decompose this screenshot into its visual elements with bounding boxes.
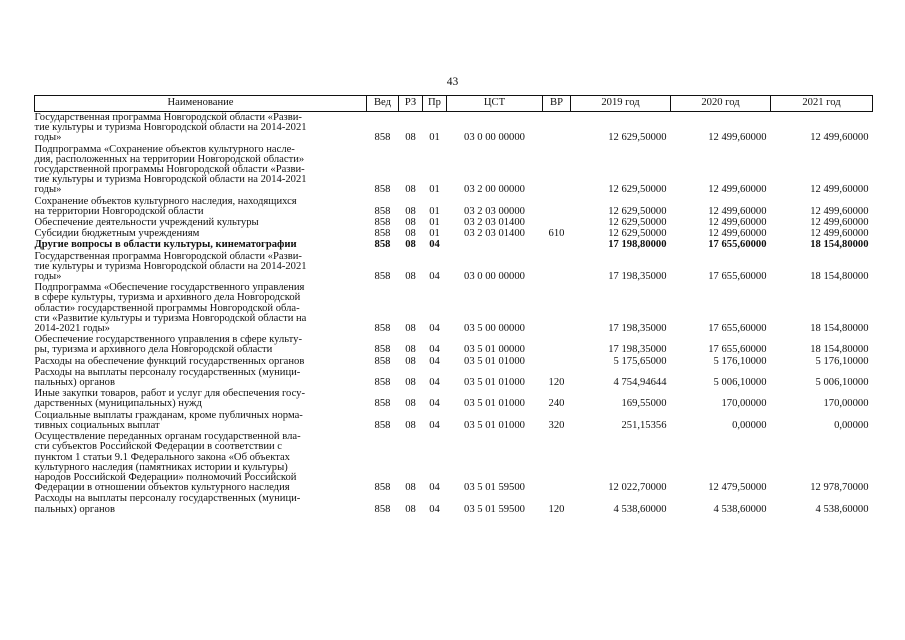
cell-vr: 120 bbox=[548, 503, 565, 515]
cell-name-line: Обеспечение государственного управления в сфере культу- bbox=[34, 334, 302, 346]
cell-name-line: на территории Новгородской области bbox=[34, 205, 204, 217]
cell-name-line: области» государственной программы Новгородской обла- bbox=[34, 302, 300, 314]
cell-pr: 01 bbox=[429, 184, 440, 196]
header-2021: 2021 год bbox=[771, 96, 873, 112]
cell-2019: 17 198,35000 bbox=[608, 271, 667, 283]
cell-ved: 858 bbox=[374, 482, 391, 494]
cell-vr: 610 bbox=[548, 228, 565, 240]
table-row bbox=[35, 239, 873, 250]
cell-2019: 5 175,65000 bbox=[613, 355, 667, 367]
table-row bbox=[35, 228, 873, 239]
cell-vr: 120 bbox=[548, 377, 565, 389]
table-row bbox=[35, 144, 873, 196]
cell-vr bbox=[543, 251, 571, 283]
cell-name-line: народов Российской Федерации» полномочий Российской bbox=[34, 471, 297, 483]
cell-rz: 08 bbox=[405, 323, 416, 335]
cell-cst: 03 2 03 00000 bbox=[464, 205, 525, 217]
table-row bbox=[35, 112, 873, 144]
cell-2019: 12 629,50000 bbox=[608, 228, 667, 240]
cell-name-line: культурного наследия (памятниках истории и культуры) bbox=[34, 461, 288, 473]
cell-2020: 0,00000 bbox=[732, 419, 767, 431]
cell-2019: 169,55000 bbox=[621, 398, 667, 410]
cell-2021: 12 499,60000 bbox=[810, 217, 869, 229]
cell-2021: 12 978,70000 bbox=[810, 482, 869, 494]
cell-ved: 858 bbox=[374, 398, 391, 410]
cell-pr: 04 bbox=[429, 419, 440, 431]
cell-2020: 12 479,50000 bbox=[708, 482, 767, 494]
cell-2021: 5 176,10000 bbox=[815, 355, 869, 367]
cell-2020: 12 499,60000 bbox=[708, 228, 767, 240]
cell-name-line: Субсидии бюджетным учреждениям bbox=[34, 228, 200, 240]
cell-2020: 12 499,60000 bbox=[708, 205, 767, 217]
cell-name bbox=[35, 239, 367, 250]
cell-name-line: 2014-2021 годы» bbox=[34, 323, 110, 335]
table-row bbox=[35, 251, 873, 283]
cell-cst: 03 5 01 01000 bbox=[464, 398, 525, 410]
cell-name-line: годы» bbox=[34, 271, 62, 283]
header-vr: ВР bbox=[543, 96, 571, 112]
cell-name bbox=[35, 356, 367, 367]
table-row bbox=[35, 493, 873, 514]
cell-pr: 01 bbox=[429, 217, 440, 229]
cell-rz: 08 bbox=[405, 271, 416, 283]
cell-name-line: Расходы на выплаты персоналу государственных (муници- bbox=[34, 366, 301, 378]
budget-table bbox=[34, 95, 873, 515]
cell-vr: 320 bbox=[548, 419, 565, 431]
header-ved: Вед bbox=[367, 96, 399, 112]
cell-2021: 5 006,10000 bbox=[815, 377, 869, 389]
header-pr: Пр bbox=[423, 96, 447, 112]
header-rz: РЗ bbox=[399, 96, 423, 112]
cell-vr bbox=[543, 217, 571, 228]
cell-name-line: Расходы на обеспечение функций государственных органов bbox=[34, 355, 305, 367]
cell-cst bbox=[447, 239, 543, 250]
cell-pr: 01 bbox=[429, 132, 440, 144]
cell-vr bbox=[543, 334, 571, 355]
cell-name-line: дарственных (муниципальных) нужд bbox=[34, 398, 202, 410]
cell-rz: 08 bbox=[405, 217, 416, 229]
cell-name-line: ры, туризма и архивного дела Новгородской области bbox=[34, 344, 273, 356]
cell-rz: 08 bbox=[405, 355, 416, 367]
cell-cst: 03 5 01 59500 bbox=[464, 482, 525, 494]
page-number: 43 bbox=[446, 76, 459, 88]
table-row bbox=[35, 282, 873, 334]
cell-pr: 04 bbox=[429, 355, 440, 367]
cell-cst: 03 0 00 00000 bbox=[464, 271, 525, 283]
cell-name bbox=[35, 112, 367, 144]
cell-ved: 858 bbox=[374, 503, 391, 515]
cell-2020: 17 655,60000 bbox=[708, 344, 767, 356]
cell-name-line: Осуществление переданных органам государственной вла- bbox=[34, 431, 301, 443]
cell-cst: 03 2 03 01400 bbox=[464, 228, 525, 240]
cell-name-line: Иные закупки товаров, работ и услуг для обеспечения госу- bbox=[34, 388, 306, 400]
cell-name-line: тие культуры и туризма Новгородской области на 2014-2021 bbox=[34, 260, 307, 272]
cell-name bbox=[35, 431, 367, 493]
cell-rz: 08 bbox=[405, 239, 416, 251]
cell-cst: 03 5 01 01000 bbox=[464, 355, 525, 367]
cell-cst: 03 2 03 01400 bbox=[464, 217, 525, 229]
cell-ved: 858 bbox=[374, 217, 391, 229]
cell-vr bbox=[543, 239, 571, 250]
cell-name bbox=[35, 282, 367, 334]
cell-name-line: Другие вопросы в области культуры, кинематографии bbox=[34, 239, 297, 251]
cell-rz: 08 bbox=[405, 184, 416, 196]
cell-pr: 01 bbox=[429, 205, 440, 217]
cell-name-line: Обеспечение деятельности учреждений культуры bbox=[34, 217, 259, 229]
cell-rz: 08 bbox=[405, 377, 416, 389]
cell-name-line: Подпрограмма «Сохранение объектов культурного насле- bbox=[34, 143, 295, 155]
cell-name bbox=[35, 493, 367, 514]
cell-name bbox=[35, 388, 367, 409]
cell-name-line: Государственная программа Новгородской области «Разви- bbox=[34, 250, 302, 262]
cell-ved: 858 bbox=[374, 228, 391, 240]
header-2019: 2019 год bbox=[571, 96, 671, 112]
cell-2019: 12 629,50000 bbox=[608, 184, 667, 196]
cell-2020: 17 655,60000 bbox=[708, 271, 767, 283]
cell-name-line: пальных) органов bbox=[34, 377, 115, 389]
cell-name-line: государственной программы Новгородской области «Разви- bbox=[34, 164, 305, 176]
cell-ved: 858 bbox=[374, 205, 391, 217]
cell-rz: 08 bbox=[405, 344, 416, 356]
cell-ved: 858 bbox=[374, 271, 391, 283]
cell-2019: 12 629,50000 bbox=[608, 217, 667, 229]
cell-ved: 858 bbox=[374, 355, 391, 367]
header-name: Наименование bbox=[35, 96, 367, 112]
cell-2019: 17 198,35000 bbox=[608, 323, 667, 335]
cell-rz: 08 bbox=[405, 398, 416, 410]
cell-2021: 4 538,60000 bbox=[815, 503, 869, 515]
cell-vr bbox=[543, 356, 571, 367]
cell-2021: 18 154,80000 bbox=[810, 344, 869, 356]
cell-name-line: тие культуры и туризма Новгородской области на 2014-2021 bbox=[34, 122, 307, 134]
cell-2021: 12 499,60000 bbox=[810, 132, 869, 144]
cell-name-line: годы» bbox=[34, 184, 62, 196]
cell-rz: 08 bbox=[405, 228, 416, 240]
cell-2021: 0,00000 bbox=[834, 419, 869, 431]
cell-2021: 18 154,80000 bbox=[810, 239, 869, 251]
table-header-row bbox=[35, 96, 873, 112]
cell-ved: 858 bbox=[374, 184, 391, 196]
cell-2019: 12 022,70000 bbox=[608, 482, 667, 494]
cell-rz: 08 bbox=[405, 419, 416, 431]
cell-2019: 251,15356 bbox=[621, 419, 667, 431]
cell-vr bbox=[543, 112, 571, 144]
cell-vr: 240 bbox=[548, 398, 565, 410]
cell-name-line: Подпрограмма «Обеспечение государственного управления bbox=[34, 282, 305, 294]
cell-name-line: пунктом 1 статьи 9.1 Федерального закона «Об объектах bbox=[34, 451, 290, 463]
cell-name bbox=[35, 228, 367, 239]
cell-2021: 12 499,60000 bbox=[810, 184, 869, 196]
cell-2021: 18 154,80000 bbox=[810, 323, 869, 335]
cell-name-line: Сохранение объектов культурного наследия, находящихся bbox=[34, 195, 297, 207]
cell-pr: 04 bbox=[429, 377, 440, 389]
cell-2019: 12 629,50000 bbox=[608, 205, 667, 217]
table-row bbox=[35, 196, 873, 217]
cell-vr bbox=[543, 196, 571, 217]
table-row bbox=[35, 410, 873, 431]
cell-cst: 03 0 00 00000 bbox=[464, 132, 525, 144]
cell-name-line: тие культуры и туризма Новгородской области на 2014-2021 bbox=[34, 174, 307, 186]
table-row bbox=[35, 334, 873, 355]
cell-2019: 17 198,35000 bbox=[608, 344, 667, 356]
cell-name bbox=[35, 217, 367, 228]
cell-cst: 03 5 01 01000 bbox=[464, 419, 525, 431]
cell-pr: 01 bbox=[429, 228, 440, 240]
table-row bbox=[35, 367, 873, 388]
cell-cst: 03 5 01 00000 bbox=[464, 344, 525, 356]
table-body bbox=[35, 112, 873, 515]
cell-ved: 858 bbox=[374, 377, 391, 389]
cell-name bbox=[35, 251, 367, 283]
cell-cst: 03 2 00 00000 bbox=[464, 184, 525, 196]
cell-2020: 12 499,60000 bbox=[708, 184, 767, 196]
table-row bbox=[35, 388, 873, 409]
cell-pr: 04 bbox=[429, 239, 440, 251]
cell-name-line: Расходы на выплаты персоналу государственных (муници- bbox=[34, 493, 301, 505]
cell-2019: 17 198,80000 bbox=[608, 239, 667, 251]
cell-cst: 03 5 01 59500 bbox=[464, 503, 525, 515]
header-2020: 2020 год bbox=[671, 96, 771, 112]
cell-vr bbox=[543, 282, 571, 334]
cell-2020: 5 176,10000 bbox=[713, 355, 767, 367]
cell-name-line: тивных социальных выплат bbox=[34, 419, 160, 431]
cell-name-line: пальных) органов bbox=[34, 503, 115, 515]
cell-name-line: дия, расположенных на территории Новгородской области» bbox=[34, 153, 305, 165]
cell-pr: 04 bbox=[429, 323, 440, 335]
cell-name-line: годы» bbox=[34, 132, 62, 144]
cell-pr: 04 bbox=[429, 482, 440, 494]
table-row bbox=[35, 356, 873, 367]
cell-2019: 4 538,60000 bbox=[613, 503, 667, 515]
cell-name bbox=[35, 144, 367, 196]
cell-name-line: Государственная программа Новгородской области «Разви- bbox=[34, 112, 302, 123]
header-cst: ЦСТ bbox=[447, 96, 543, 112]
table-row bbox=[35, 217, 873, 228]
cell-name-line: сти субъектов Российской Федерации в соответствии с bbox=[34, 441, 283, 453]
cell-2020: 4 538,60000 bbox=[713, 503, 767, 515]
cell-ved: 858 bbox=[374, 239, 391, 251]
cell-2020: 17 655,60000 bbox=[708, 323, 767, 335]
cell-name bbox=[35, 196, 367, 217]
cell-2021: 12 499,60000 bbox=[810, 228, 869, 240]
cell-2020: 170,00000 bbox=[721, 398, 767, 410]
cell-2020: 12 499,60000 bbox=[708, 132, 767, 144]
cell-rz: 08 bbox=[405, 205, 416, 217]
cell-pr: 04 bbox=[429, 398, 440, 410]
cell-ved: 858 bbox=[374, 419, 391, 431]
cell-2021: 12 499,60000 bbox=[810, 205, 869, 217]
cell-ved: 858 bbox=[374, 323, 391, 335]
cell-2020: 17 655,60000 bbox=[708, 239, 767, 251]
cell-name-line: сти «Развитие культуры и туризма Новгородской области на bbox=[34, 312, 307, 324]
cell-rz: 08 bbox=[405, 482, 416, 494]
cell-pr: 04 bbox=[429, 344, 440, 356]
cell-vr bbox=[543, 431, 571, 493]
cell-name-line: Социальные выплаты гражданам, кроме публичных норма- bbox=[34, 409, 303, 421]
cell-2019: 4 754,94644 bbox=[613, 377, 667, 389]
cell-rz: 08 bbox=[405, 132, 416, 144]
cell-2021: 170,00000 bbox=[823, 398, 869, 410]
cell-2020: 5 006,10000 bbox=[713, 377, 767, 389]
cell-cst: 03 5 00 00000 bbox=[464, 323, 525, 335]
cell-2019: 12 629,50000 bbox=[608, 132, 667, 144]
cell-ved: 858 bbox=[374, 132, 391, 144]
cell-name bbox=[35, 334, 367, 355]
cell-cst: 03 5 01 01000 bbox=[464, 377, 525, 389]
cell-rz: 08 bbox=[405, 503, 416, 515]
cell-name bbox=[35, 410, 367, 431]
cell-name bbox=[35, 367, 367, 388]
cell-name-line: Федерации в отношении объектов культурного наследия bbox=[34, 482, 290, 494]
cell-ved: 858 bbox=[374, 344, 391, 356]
cell-2020: 12 499,60000 bbox=[708, 217, 767, 229]
cell-name-line: в сфере культуры, туризма и архивного дела Новгородской bbox=[34, 292, 301, 304]
cell-2021: 18 154,80000 bbox=[810, 271, 869, 283]
table-row bbox=[35, 431, 873, 493]
cell-pr: 04 bbox=[429, 503, 440, 515]
cell-vr bbox=[543, 144, 571, 196]
cell-pr: 04 bbox=[429, 271, 440, 283]
